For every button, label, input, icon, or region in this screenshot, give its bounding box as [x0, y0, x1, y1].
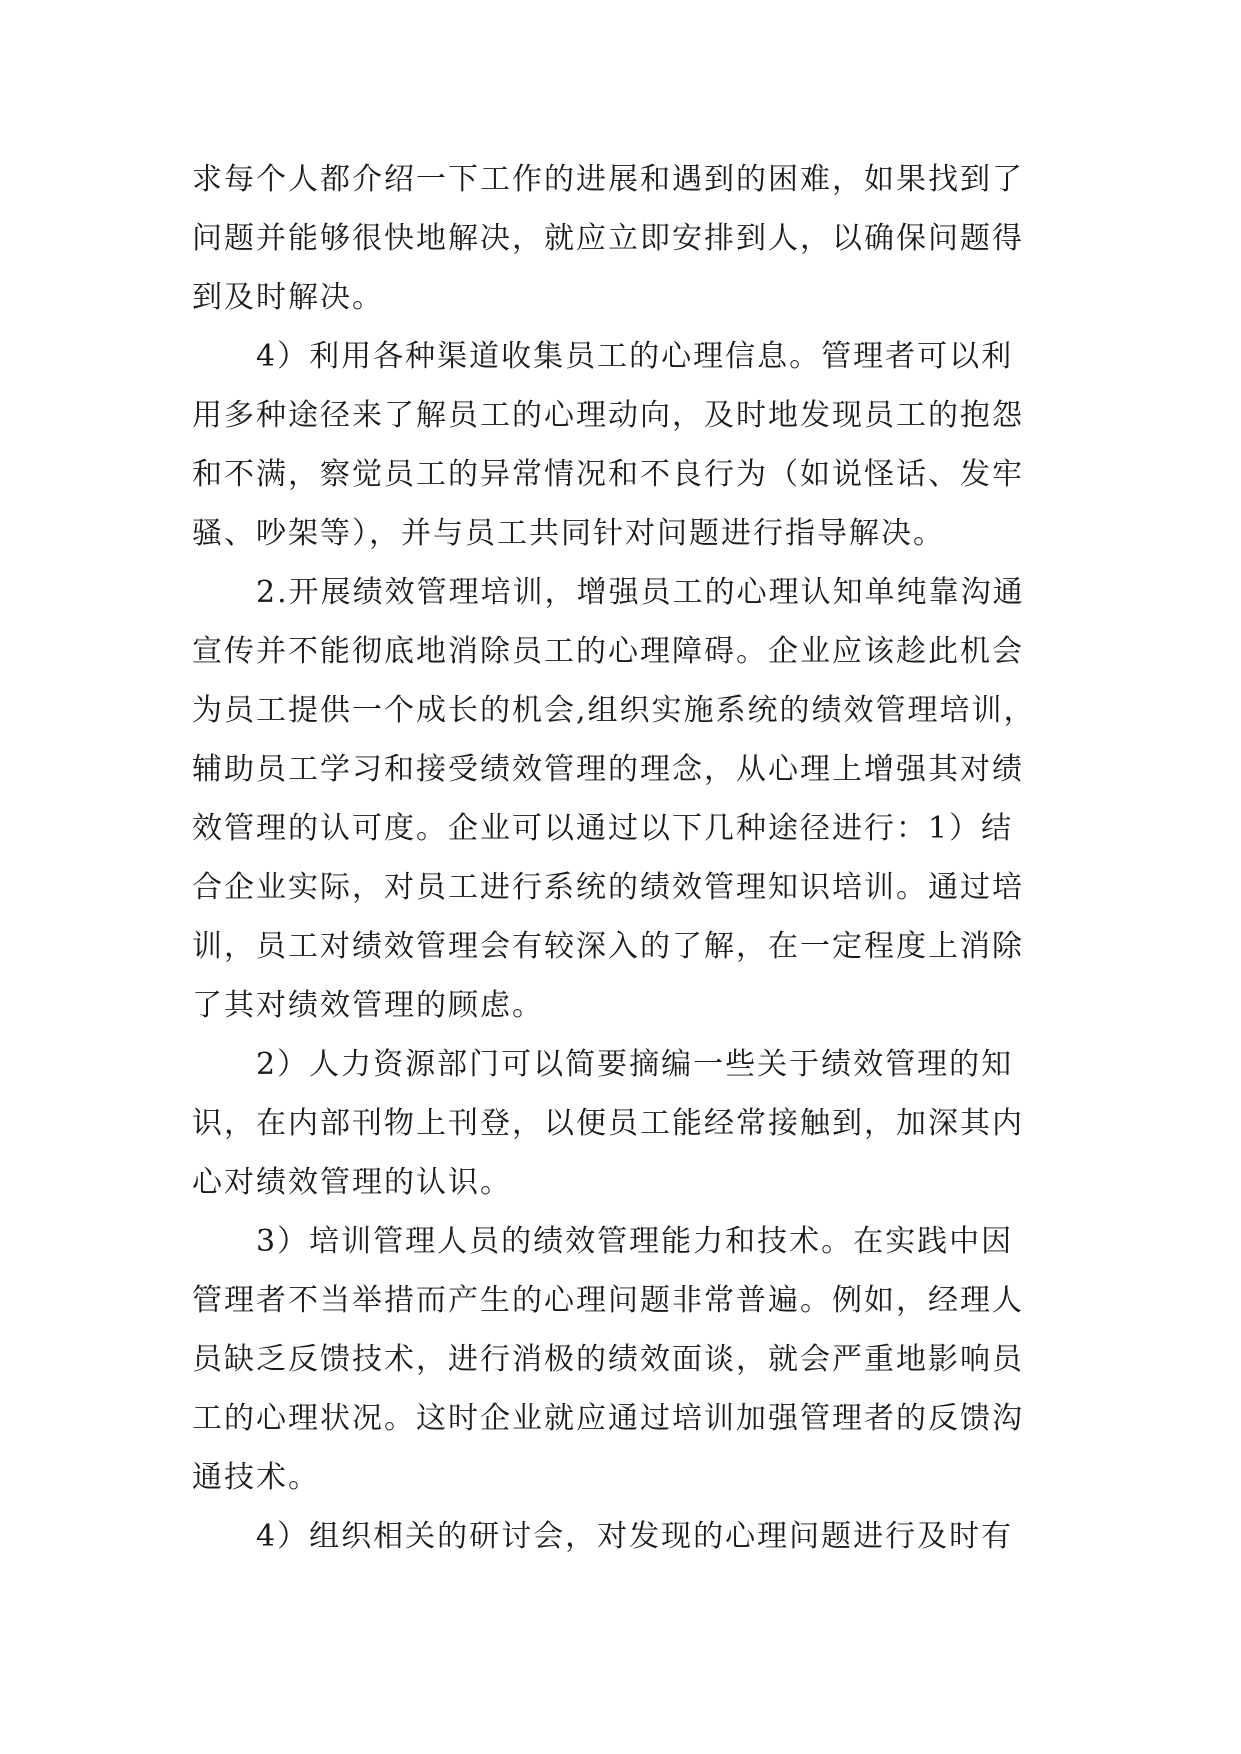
text-line: 工的心理状况。这时企业就应通过培训加强管理者的反馈沟 — [192, 1401, 1024, 1436]
text-line: 宣传并不能彻底地消除员工的心理障碍。企业应该趁此机会 — [192, 634, 1024, 669]
text-line: 了其对绩效管理的顾虑。 — [192, 988, 544, 1023]
text-line: 管理者不当举措而产生的心理问题非常普遍。例如，经理人 — [192, 1283, 1024, 1318]
text-line: 员缺乏反馈技术，进行消极的绩效面谈，就会严重地影响员 — [192, 1342, 1024, 1377]
text-line: 4）组织相关的研讨会，对发现的心理问题进行及时有 — [192, 1519, 1014, 1554]
text-line: 心对绩效管理的认识。 — [192, 1165, 512, 1200]
text-line: 训，员工对绩效管理会有较深入的了解，在一定程度上消除 — [192, 929, 1024, 964]
text-line: 通技术。 — [192, 1460, 320, 1495]
text-line: 用多种途径来了解员工的心理动向，及时地发现员工的抱怨 — [192, 398, 1024, 433]
document-body — [192, 150, 1052, 1566]
text-line: 为员工提供一个成长的机会,组织实施系统的绩效管理培训， — [192, 693, 1036, 728]
text-line: 3）培训管理人员的绩效管理能力和技术。在实践中因 — [192, 1224, 1014, 1259]
text-line: 识，在内部刊物上刊登，以便员工能经常接触到，加深其内 — [192, 1106, 1024, 1141]
text-line: 和不满，察觉员工的异常情况和不良行为（如说怪话、发牢 — [192, 457, 1024, 492]
text-line: 辅助员工学习和接受绩效管理的理念，从心理上增强其对绩 — [192, 752, 1024, 787]
text-line: 到及时解决。 — [192, 280, 384, 315]
text-line: 骚、吵架等），并与员工共同针对问题进行指导解决。 — [192, 516, 945, 551]
text-line: 2.开展绩效管理培训，增强员工的心理认知单纯靠沟通 — [192, 575, 1025, 610]
text-line: 合企业实际，对员工进行系统的绩效管理知识培训。通过培 — [192, 870, 1024, 905]
text-line: 求每个人都介绍一下工作的进展和遇到的困难，如果找到了 — [192, 162, 1024, 197]
text-line: 问题并能够很快地解决，就应立即安排到人，以确保问题得 — [192, 221, 1024, 256]
text-line: 2）人力资源部门可以简要摘编一些关于绩效管理的知 — [192, 1047, 1014, 1082]
text-line: 效管理的认可度。企业可以通过以下几种途径进行：1）结 — [192, 811, 1014, 846]
text-line: 4）利用各种渠道收集员工的心理信息。管理者可以利 — [192, 339, 1014, 374]
